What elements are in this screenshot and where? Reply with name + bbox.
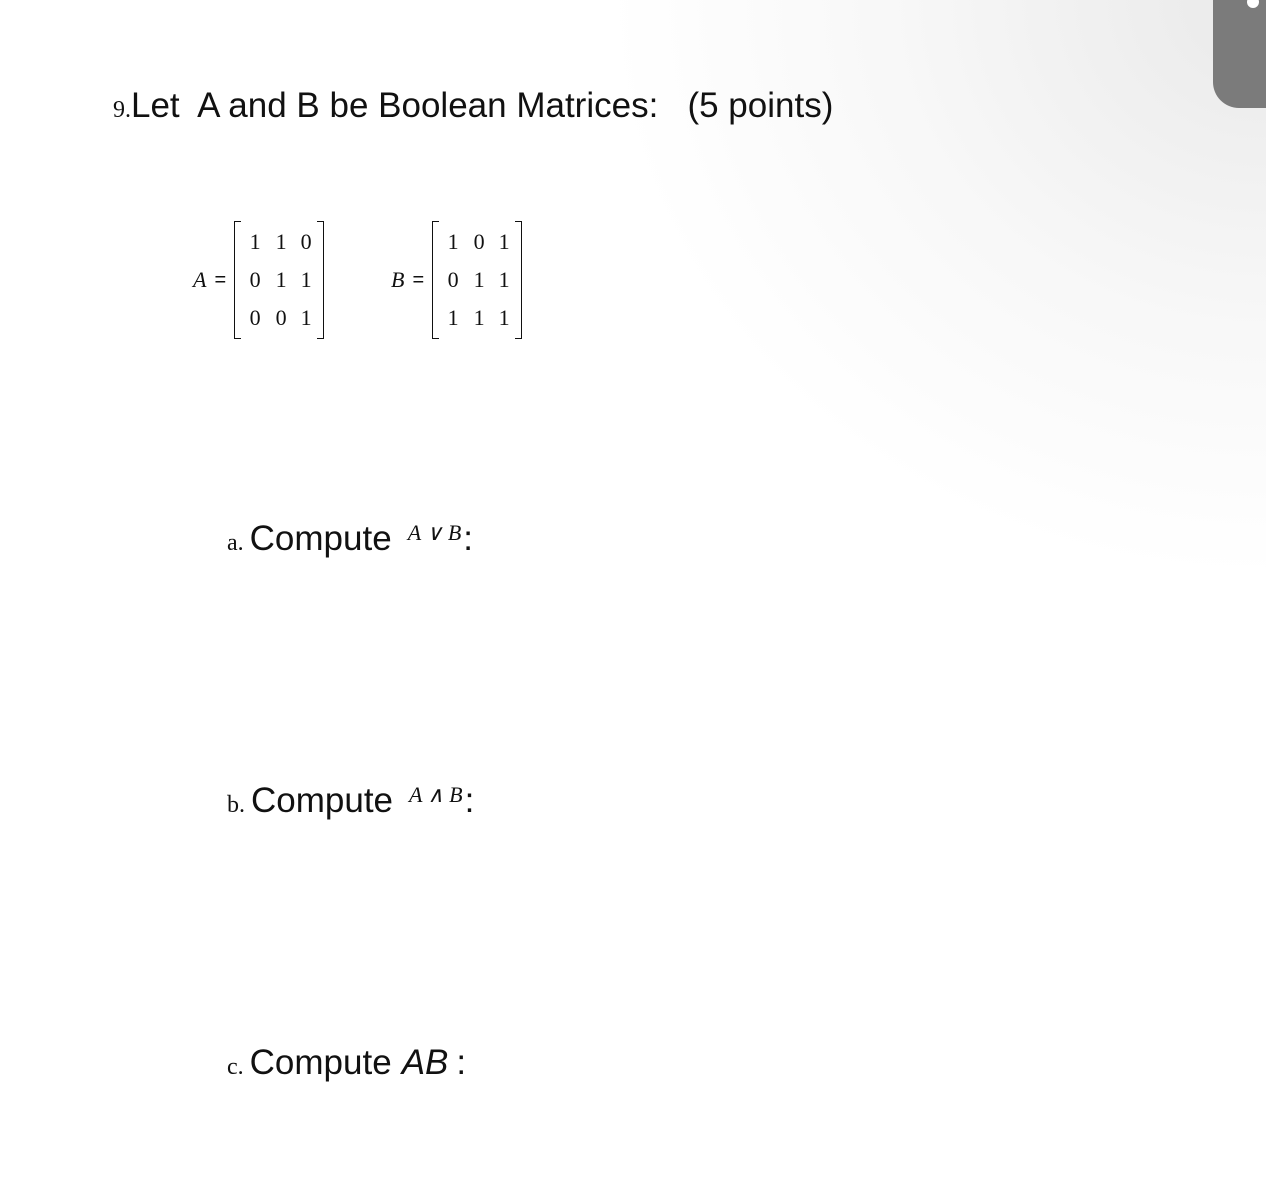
matrix-b-name: B [391, 267, 405, 292]
part-a-label: a. [227, 530, 244, 556]
part-b-label: b. [227, 792, 245, 818]
matrix-b-cell: 1 [473, 305, 485, 330]
part-a-text: Compute [249, 519, 392, 558]
part-b-colon: : [464, 781, 475, 820]
matrix-a-name: A [193, 267, 207, 292]
question-title [113, 86, 833, 130]
matrix-b-grid [440, 223, 516, 337]
matrix-b-bracket [432, 223, 522, 337]
matrix-a-bracket [234, 223, 324, 337]
matrix-a-equals: = [214, 268, 227, 291]
part-a [227, 519, 473, 563]
matrix-b-cell: 1 [498, 267, 510, 292]
matrix-a-cell: 0 [249, 305, 261, 330]
matrix-b-cell: 1 [447, 229, 459, 254]
matrix-b-cell: 1 [473, 267, 485, 292]
part-b [227, 781, 474, 825]
matrix-a-cell: 0 [275, 305, 287, 330]
matrix-b-cell: 1 [447, 305, 459, 330]
part-b-text: Compute [251, 781, 394, 820]
matrix-b-cell: 0 [473, 229, 485, 254]
matrix-a [193, 223, 324, 337]
matrix-b-cell: 1 [498, 305, 510, 330]
part-c [227, 1043, 466, 1087]
matrix-b-cell: 0 [447, 267, 459, 292]
corner-tab [1213, 0, 1266, 108]
part-a-colon: : [463, 519, 474, 558]
matrix-a-cell: 0 [249, 267, 261, 292]
part-c-text: Compute [249, 1043, 392, 1082]
question-text: Let A and B be Boolean Matrices: (5 points) [131, 86, 834, 125]
matrix-a-cell: 1 [275, 267, 287, 292]
part-c-colon: : [456, 1043, 467, 1082]
part-a-expression: A ∨ B [407, 520, 462, 545]
matrix-b-equals: = [412, 268, 425, 291]
matrix-a-cell: 1 [300, 267, 312, 292]
matrix-a-cell: 1 [249, 229, 261, 254]
matrix-a-cell: 0 [300, 229, 312, 254]
question-number: 9. [113, 97, 131, 123]
part-c-expression: AB [401, 1043, 449, 1082]
matrix-a-cell: 1 [300, 305, 312, 330]
matrix-b [391, 223, 522, 337]
part-c-label: c. [227, 1054, 244, 1080]
matrix-b-cell: 1 [498, 229, 510, 254]
matrix-a-cell: 1 [275, 229, 287, 254]
matrix-a-grid [242, 223, 318, 337]
part-b-expression: A ∧ B [409, 782, 463, 807]
